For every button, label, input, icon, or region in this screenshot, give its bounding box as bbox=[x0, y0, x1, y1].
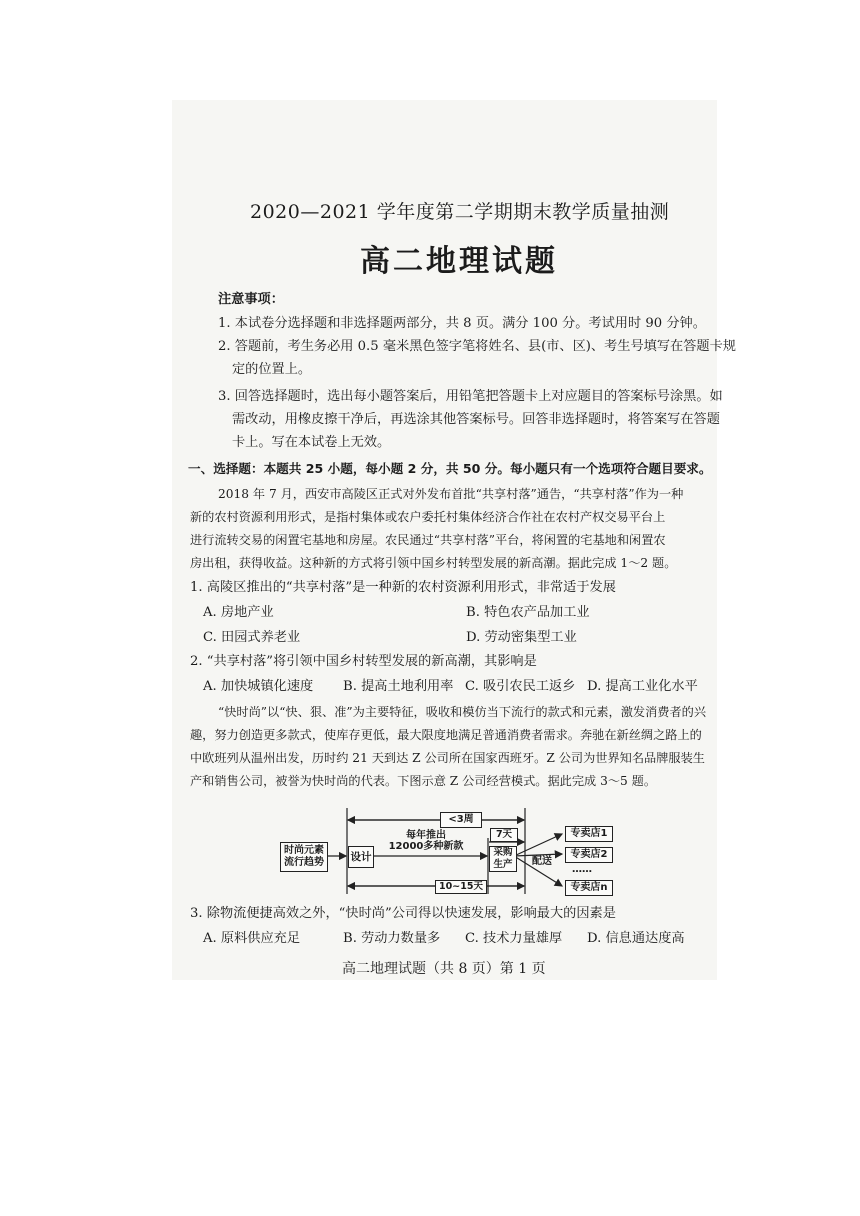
notice-line-4: 3. 回答选择题时，选出每小题答案后，用铅笔把答题卡上对应题目的答案标号涂黑。如 bbox=[218, 389, 723, 404]
exam-subtitle: 2020—2021 学年度第二学期期末教学质量抽测 bbox=[250, 201, 670, 223]
seven-day-box bbox=[490, 828, 518, 842]
q1-stem: 1. 高陵区推出的“共享村落”是一种新的农村资源利用形式，非常适于发展 bbox=[190, 580, 616, 595]
store-n-box bbox=[565, 880, 613, 896]
store-1-box bbox=[565, 826, 613, 842]
page-footer: 高二地理试题（共 8 页）第 1 页 bbox=[342, 961, 546, 977]
q2-stem: 2. “共享村落”将引领中国乡村转型发展的新高潮，其影响是 bbox=[190, 654, 537, 669]
store-2-box bbox=[565, 847, 613, 863]
operation-flow-diagram bbox=[280, 806, 625, 898]
passage1-line-4: 房出租，获得收益。这种新的方式将引领中国乡村转型发展的新高潮。据此完成 1～2 题。 bbox=[190, 556, 677, 570]
notice-line-1: 1. 本试卷分选择题和非选择题两部分，共 8 页。满分 100 分。考试用时 90 分钟。 bbox=[218, 316, 706, 331]
q1-option-a: A. 房地产业 bbox=[203, 605, 274, 620]
production-label: 采购 生产 bbox=[493, 847, 513, 870]
q2-option-b: B. 提高土地利用率 bbox=[343, 679, 454, 694]
new-styles-label: 每年推出 12000多种新款 bbox=[388, 830, 464, 852]
bottom-span-label: 10~15天 bbox=[439, 881, 483, 892]
fashion-trend-box bbox=[280, 842, 328, 872]
delivery-arrow-1 bbox=[514, 834, 562, 856]
q3-option-d: D. 信息通达度高 bbox=[587, 931, 685, 946]
q3-option-c: C. 技术力量雄厚 bbox=[465, 931, 563, 946]
notice-heading: 注意事项： bbox=[218, 292, 284, 307]
notice-line-6: 卡上。写在本试卷上无效。 bbox=[232, 435, 391, 450]
notice-line-5: 需改动，用橡皮擦干净后，再选涂其他答案标号。回答非选择题时，将答案写在答题 bbox=[232, 412, 720, 427]
q1-option-b: B. 特色农产品加工业 bbox=[466, 605, 590, 620]
bottom-span-box bbox=[435, 880, 487, 894]
exam-title: 高二地理试题 bbox=[360, 244, 558, 279]
q1-option-c: C. 田园式养老业 bbox=[203, 630, 301, 645]
store-ellipsis: …… bbox=[572, 864, 592, 875]
passage2-line-3: 中欧班列从温州出发，历时约 21 天到达 Z 公司所在国家西班牙。Z 公司为世界知名品牌服装生 bbox=[190, 751, 705, 765]
notice-line-3: 定的位置上。 bbox=[232, 362, 312, 377]
passage1-line-2: 新的农村资源利用形式，是指村集体或农户委托村集体经济合作社在农村产权交易平台上 bbox=[190, 510, 666, 524]
q3-option-a: A. 原料供应充足 bbox=[203, 931, 301, 946]
production-box bbox=[489, 846, 517, 872]
passage2-line-4: 产和销售公司，被誉为快时尚的代表。下图示意 Z 公司经营模式。据此完成 3～5 题。 bbox=[190, 774, 657, 788]
q3-stem: 3. 除物流便捷高效之外，“快时尚”公司得以快速发展，影响最大的因素是 bbox=[190, 906, 616, 921]
passage2-line-2: 趣，努力创造更多款式，使库存更低，最大限度地满足普通消费者需求。奔驰在新丝绸之路上的 bbox=[190, 728, 702, 742]
design-box bbox=[348, 846, 374, 868]
q2-option-c: C. 吸引农民工返乡 bbox=[465, 679, 576, 694]
top-span-label: <3周 bbox=[448, 814, 474, 825]
fashion-trend-label: 时尚元素 流行趋势 bbox=[284, 845, 324, 868]
seven-day-label: 7天 bbox=[495, 829, 513, 840]
q1-option-d: D. 劳动密集型工业 bbox=[466, 630, 577, 645]
q3-option-b: B. 劳动力数量多 bbox=[343, 931, 441, 946]
top-span-box bbox=[440, 812, 482, 828]
passage2-line-1: “快时尚”以“快、狠、准”为主要特征，吸收和模仿当下流行的款式和元素，激发消费者的兴 bbox=[218, 705, 707, 719]
notice-line-2: 2. 答题前，考生务必用 0.5 毫米黑色签字笔将姓名、县(市、区)、考生号填写在答题卡规 bbox=[218, 339, 736, 354]
store-2-label: 专卖店2 bbox=[570, 849, 608, 860]
design-label: 设计 bbox=[350, 851, 372, 863]
section-heading: 一、选择题：本题共 25 小题，每小题 2 分，共 50 分。每小题只有一个选项符合题目要求。 bbox=[188, 461, 712, 476]
delivery-label: 配送 bbox=[532, 856, 552, 867]
q2-option-d: D. 提高工业化水平 bbox=[587, 679, 698, 694]
store-n-label: 专卖店n bbox=[570, 882, 608, 893]
passage1-line-3: 进行流转交易的闲置宅基地和房屋。农民通过“共享村落”平台，将闲置的宅基地和闲置农 bbox=[190, 533, 666, 547]
store-1-label: 专卖店1 bbox=[570, 828, 608, 839]
passage1-line-1: 2018 年 7 月，西安市高陵区正式对外发布首批“共享村落”通告，“共享村落”作为一种 bbox=[218, 487, 684, 501]
q2-option-a: A. 加快城镇化速度 bbox=[203, 679, 314, 694]
